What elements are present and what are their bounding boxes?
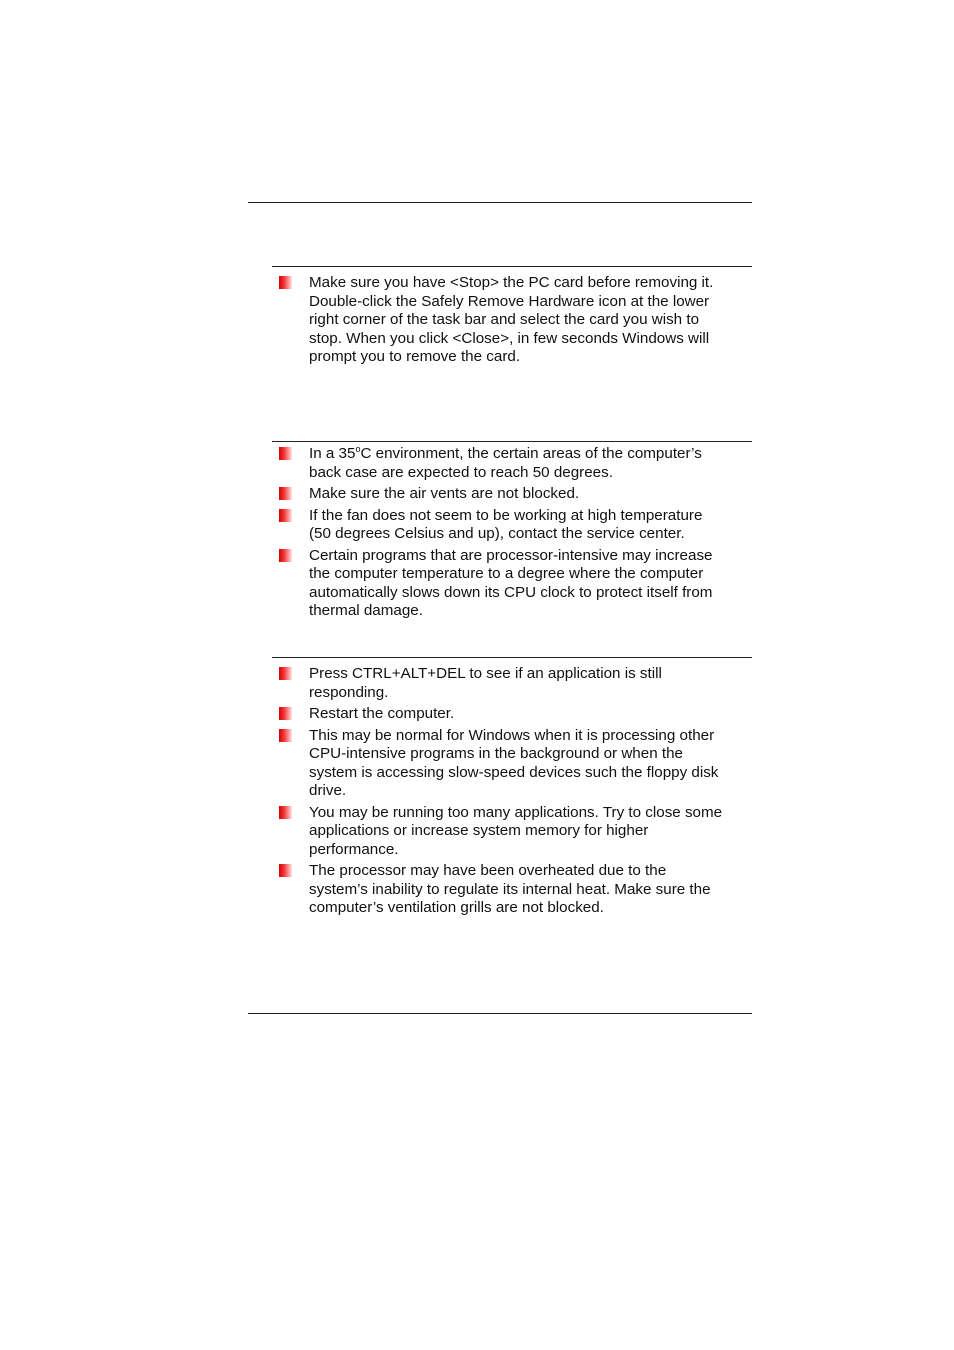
section-3-list bbox=[279, 665, 749, 921]
list-item bbox=[279, 665, 749, 702]
bullet-text-end: C environment, the certain areas of the computer’s back case are expected to reach 50 degrees. bbox=[309, 445, 702, 481]
bullet-icon bbox=[279, 487, 292, 500]
bullet-text: Make sure the air vents are not blocked. bbox=[309, 485, 580, 502]
bullet-icon bbox=[279, 729, 292, 742]
list-item bbox=[279, 445, 749, 482]
list-item bbox=[279, 507, 749, 544]
list-item bbox=[279, 705, 749, 724]
list-item bbox=[279, 274, 749, 367]
bullet-text: You may be running too many applications. Try to close some applications or increase system memory for higher performance. bbox=[309, 803, 723, 858]
bullet-text: Press CTRL+ALT+DEL to see if an application is still responding. bbox=[309, 665, 662, 701]
bullet-text: This may be normal for Windows when it is processing other CPU-intensive programs in the background or when the system is accessing slow-speed devices such the floppy disk drive. bbox=[309, 726, 719, 799]
section-1-list bbox=[279, 274, 749, 370]
section-3-rule bbox=[272, 657, 752, 658]
footer-rule bbox=[248, 1013, 752, 1014]
bullet-icon bbox=[279, 806, 292, 819]
bullet-icon bbox=[279, 864, 292, 877]
bullet-text: The processor may have been overheated due to the system’s inability to regulate its internal heat. Make sure the computer’s ventilation grills are not blocked. bbox=[309, 862, 711, 916]
list-item bbox=[279, 485, 749, 504]
bullet-icon bbox=[279, 509, 292, 522]
degree-superscript: o bbox=[355, 444, 361, 454]
list-item bbox=[279, 547, 749, 621]
bullet-icon bbox=[279, 276, 292, 289]
section-2-rule bbox=[272, 441, 752, 442]
list-item bbox=[279, 804, 749, 860]
bullet-text bbox=[309, 445, 749, 482]
section-1-rule bbox=[272, 266, 752, 267]
bullet-text-start: In a 35 bbox=[309, 445, 356, 462]
bullet-text: Certain programs that are processor-intensive may increase the computer temperature to a degree where the computer automatically slows down its CPU clock to protect itself from thermal damage. bbox=[309, 546, 713, 619]
bullet-icon bbox=[279, 447, 292, 460]
header-rule bbox=[248, 202, 752, 203]
list-item bbox=[279, 862, 749, 918]
bullet-icon bbox=[279, 707, 292, 720]
bullet-text: Make sure you have <Stop> the PC card before removing it. Double-click the Safely Remove Hardware icon at the lower right corner of the task bar and select the card you wish to stop. When you click <Close>, in few seconds Windows will prompt you to remove the card. bbox=[309, 274, 714, 365]
bullet-text: If the fan does not seem to be working at high temperature (50 degrees Celsius and up), contact the service center. bbox=[309, 506, 703, 542]
bullet-icon bbox=[279, 549, 292, 562]
bullet-text: Restart the computer. bbox=[309, 705, 455, 722]
list-item bbox=[279, 727, 749, 801]
section-2-list bbox=[279, 445, 749, 624]
bullet-icon bbox=[279, 667, 292, 680]
